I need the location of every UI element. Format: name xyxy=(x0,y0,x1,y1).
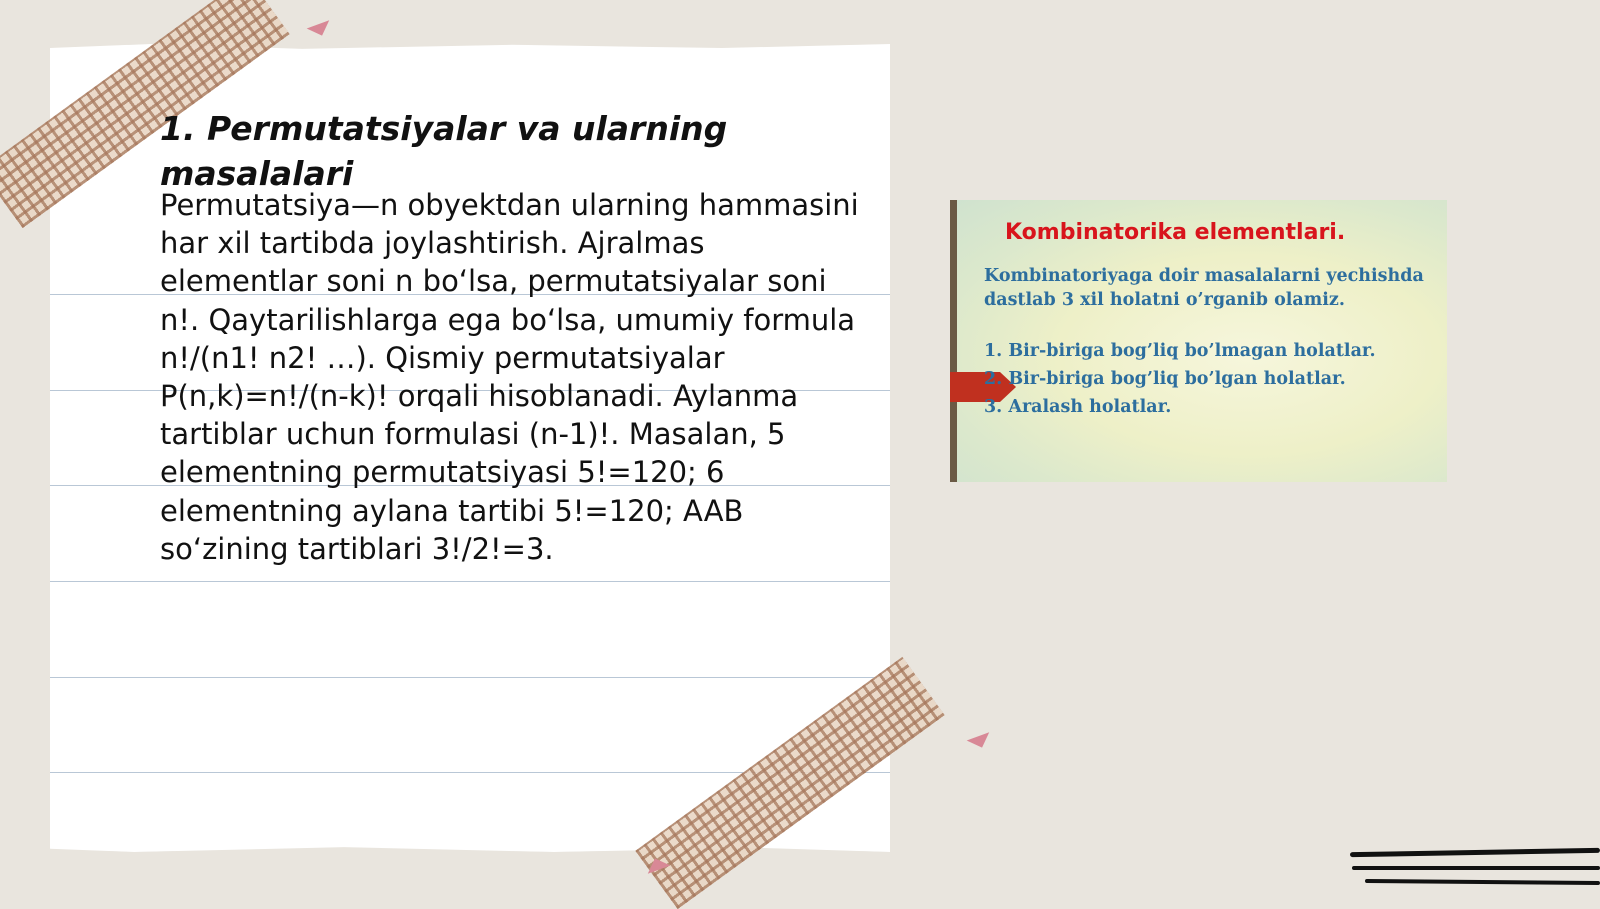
paper-rule xyxy=(50,581,890,582)
paper-rule xyxy=(50,677,890,678)
list-item: 1. Bir-biriga bog’liq bo’lmagan holatlar. xyxy=(984,341,1376,361)
pin-icon xyxy=(307,20,334,39)
image-list xyxy=(984,337,1444,421)
decorative-stroke xyxy=(1352,866,1600,870)
list-item: 3. Aralash holatlar. xyxy=(984,397,1172,417)
kombinatorika-image xyxy=(950,200,1447,482)
slide-body-text: Permutatsiya—n obyektdan ularning hammasini har xil tartibda joylashtirish. Ajralmas elementlar soni n bo‘lsa, permutatsiyalar soni n!. Qaytarilishlarga ega bo‘lsa, umumiy formula n!/(n1! n2! …). Qismiy permutatsiyalar P(n,k)=n!/(n-k)! orqali hisoblanadi. Aylanma tartiblar uchun formulasi (n-1)!. Masalan, 5 elementning permutatsiyasi 5!=120; 6 elementning aylana tartibi 5!=120; AAB so‘zining tartiblari 3!/2!=3. xyxy=(160,188,859,566)
image-heading: Kombinatorika elementlari. xyxy=(1005,220,1346,245)
slide-title: 1. Permutatsiyalar va ularning masalalari xyxy=(160,109,728,193)
image-intro-text: Kombinatoriyaga doir masalalarni yechishda dastlab 3 xil holatni o’rganib olamiz. xyxy=(984,266,1424,310)
decorative-stroke xyxy=(1365,879,1600,885)
image-side-bar xyxy=(950,200,957,482)
decorative-stroke xyxy=(1350,848,1600,857)
pin-icon xyxy=(967,732,994,751)
list-item: 2. Bir-biriga bog’liq bo’lgan holatlar. xyxy=(984,369,1346,389)
